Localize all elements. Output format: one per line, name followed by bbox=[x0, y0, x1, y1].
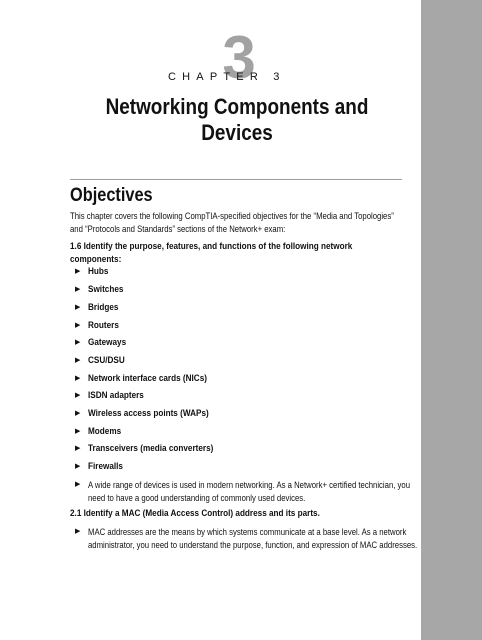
section-heading: Objectives bbox=[70, 185, 153, 206]
triangle-bullet-icon: ▶ bbox=[75, 322, 81, 329]
triangle-bullet-icon: ▶ bbox=[75, 528, 81, 535]
intro-paragraph: This chapter covers the following CompTIA-specified objectives for the “Media and Topologies” and “Protocols and Standards” sections of the Network+ exam: bbox=[70, 211, 394, 234]
objective-heading: 1.6 Identify the purpose, features, and functions of the following network components: bbox=[70, 241, 353, 265]
triangle-bullet-icon: ▶ bbox=[75, 339, 81, 346]
triangle-bullet-icon: ▶ bbox=[75, 357, 81, 364]
chapter-number: 3 bbox=[222, 24, 256, 91]
triangle-bullet-icon: ▶ bbox=[75, 410, 81, 417]
triangle-bullet-icon: ▶ bbox=[75, 445, 81, 452]
triangle-bullet-icon: ▶ bbox=[75, 428, 81, 435]
triangle-bullet-icon: ▶ bbox=[75, 304, 81, 311]
triangle-bullet-icon: ▶ bbox=[75, 392, 81, 399]
book-page: 3 CHAPTER 3 Networking Components and Devices Objectives This chapter covers the following CompTIA-specified objectives for the “Media and Topologies” and “Protocols and Standards” sections of the Network+ exam: 1.6 Identify the purpose, features, and functions of the following network components: ▶ Hubs ▶ Switches ▶ Bridges ▶ Routers ▶ Gateways ▶ CSU/DSU ▶ Network interface cards (NICs) ▶ ISDN adapters ▶ Wireless access points (WAPs) ▶ Modems ▶ Transceivers (media converters) ▶ Firewalls ▶ A wide range of devices is used in modern networking. As a Network+ certified technician, you need to have a good understanding of commonly used devices. 2.1 Identify a MAC (Media Access Control) address and its parts. ▶ MAC addresses are the means by which systems communicate at a base level. As a network administrator, you need to understand the purpose, function, and expression of MAC addresses. bbox=[0, 0, 482, 640]
chapter-header bbox=[150, 24, 350, 91]
triangle-bullet-icon: ▶ bbox=[75, 268, 81, 275]
triangle-bullet-icon: ▶ bbox=[75, 463, 81, 470]
chapter-label: CHAPTER 3 bbox=[168, 71, 286, 83]
objective-heading: 2.1 Identify a MAC (Media Access Control) address and its parts. bbox=[70, 508, 320, 519]
chapter-title: Networking Components and Devices bbox=[105, 94, 369, 145]
triangle-bullet-icon: ▶ bbox=[75, 375, 81, 382]
side-bar bbox=[421, 0, 482, 640]
triangle-bullet-icon: ▶ bbox=[75, 286, 81, 293]
divider bbox=[70, 179, 402, 180]
triangle-bullet-icon: ▶ bbox=[75, 481, 81, 488]
